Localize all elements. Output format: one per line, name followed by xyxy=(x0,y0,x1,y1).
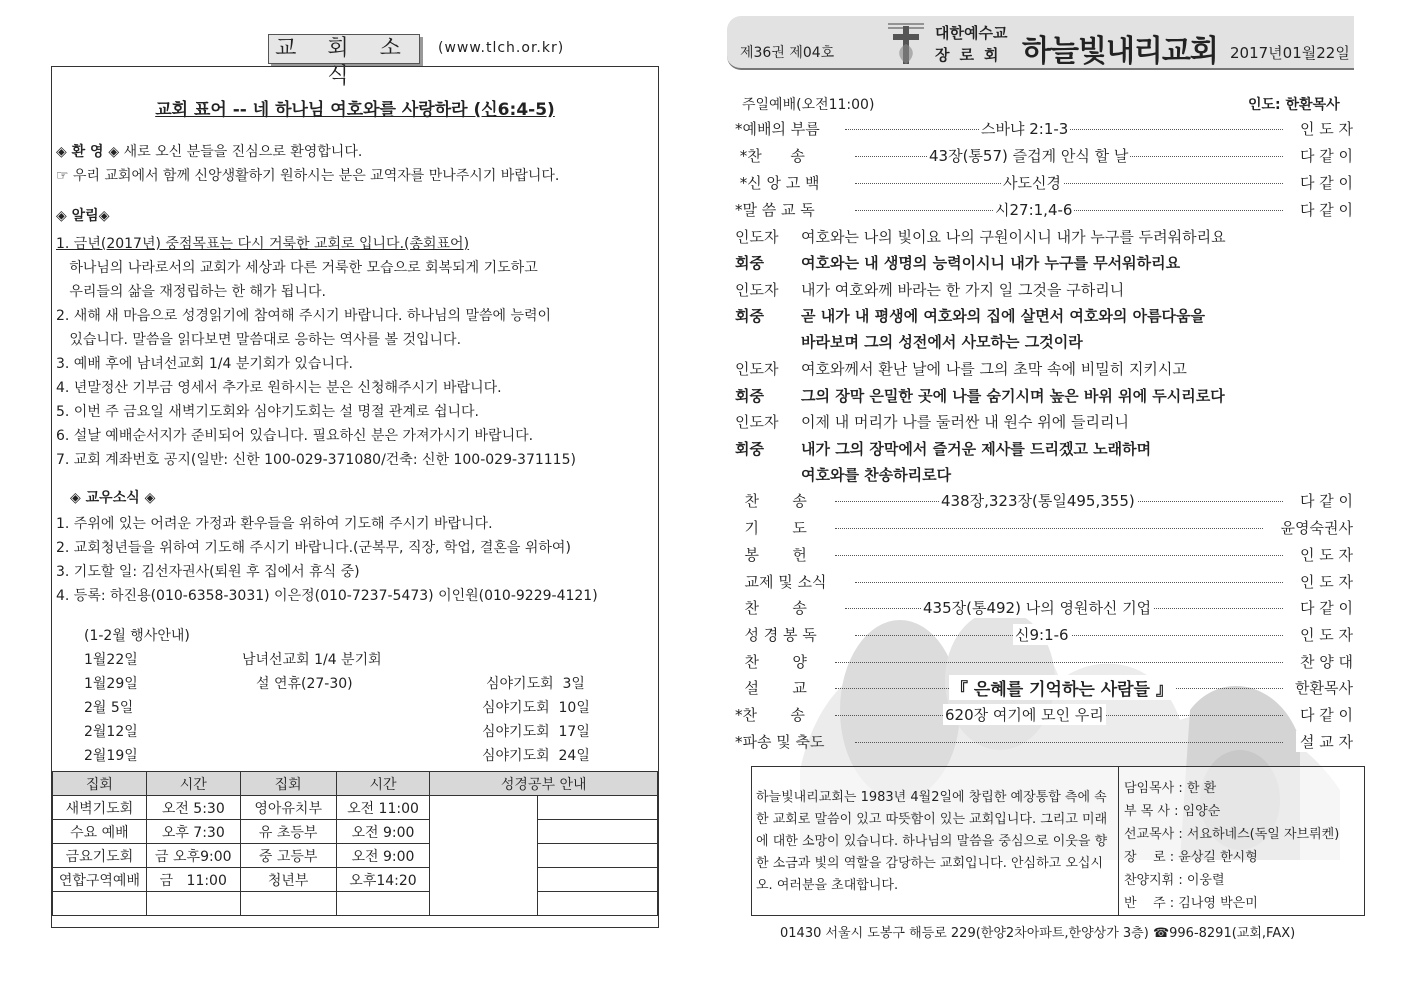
order-label: *말 씀 교 독 xyxy=(735,201,815,219)
order-leader: 설 교 자 xyxy=(1296,731,1353,752)
order-row xyxy=(735,490,1353,512)
order-leader: 다 같 이 xyxy=(1296,172,1353,193)
order-leader: 다 같 이 xyxy=(1296,704,1353,725)
table-cell: 연합구역예배 xyxy=(53,868,147,892)
reading-text: 여호와는 내 생명의 능력이시니 내가 누구를 무서워하리요 xyxy=(801,254,1181,272)
bulletin-date: 2017년01월22일 xyxy=(1230,44,1350,62)
order-label: *찬 송 xyxy=(735,706,805,724)
table-row xyxy=(53,844,658,868)
bible-study-cell xyxy=(538,820,658,844)
table-row xyxy=(53,892,658,916)
table-cell: 오후 7:30 xyxy=(146,820,240,844)
reader-role: 인도자 xyxy=(735,228,779,246)
table-header: 시간 xyxy=(336,772,430,796)
order-label: 성 경 봉 독 xyxy=(735,626,817,644)
order-label: *예배의 부름 xyxy=(735,120,820,138)
sermon-title: 『 은혜를 기억하는 사람들 』 xyxy=(949,675,1175,700)
event-date: 1월29일 xyxy=(84,676,138,692)
table-cell xyxy=(146,892,240,916)
reader-role: 회중 xyxy=(735,254,764,272)
order-row xyxy=(735,118,1353,140)
reader-role: 회중 xyxy=(735,440,764,458)
reading-line xyxy=(735,411,1129,432)
order-label: 기 도 xyxy=(735,519,807,537)
order-content: 438장,323장(통일495,355) xyxy=(941,492,1135,510)
order-leader: 한환목사 xyxy=(1291,677,1353,698)
order-label: 교제 및 소식 xyxy=(735,573,827,591)
table-row xyxy=(53,868,658,892)
welcome-line xyxy=(56,141,362,161)
service-leader: 인도: 한환목사 xyxy=(1248,97,1340,113)
table-cell: 중 고등부 xyxy=(240,844,336,868)
notice-item: 우리들의 삶을 재정립하는 한 해가 됩니다. xyxy=(56,284,326,300)
notice-item: 있습니다. 말씀을 읽다보면 말씀대로 응하는 역사를 볼 것입니다. xyxy=(56,332,462,348)
event-date: 2월19일 xyxy=(84,748,138,764)
staff-item: 부 목 사 : 임양순 xyxy=(1124,804,1221,819)
staff-item: 반 주 : 김나영 박은미 xyxy=(1124,896,1258,911)
table-cell: 오후14:20 xyxy=(336,868,430,892)
bible-study-cell xyxy=(538,796,658,820)
notice-item: 4. 년말정산 기부금 영세서 추가로 원하시는 분은 신청해주시기 바랍니다. xyxy=(56,380,502,396)
bible-study-cell xyxy=(538,844,658,868)
notice-item: 하나님의 나라로서의 교회가 세상과 다른 거룩한 모습으로 회복되게 기도하고 xyxy=(56,260,538,276)
staff-item: 찬양지휘 : 이웅렬 xyxy=(1124,873,1225,888)
table-cell: 금 11:00 xyxy=(146,868,240,892)
denomination-line1: 대한예수교 xyxy=(935,24,1008,42)
schedule-table xyxy=(52,771,658,916)
order-row xyxy=(735,517,1353,539)
welcome-text: 새로 오신 분들을 진심으로 환영합니다. xyxy=(119,144,363,160)
order-label: *신 앙 고 백 xyxy=(735,174,820,192)
order-leader: 인 도 자 xyxy=(1296,118,1353,139)
table-header: 시간 xyxy=(146,772,240,796)
order-content: 신9:1-6 xyxy=(1015,626,1069,644)
order-row xyxy=(735,544,1353,566)
notice-item: 6. 설날 예배순서지가 준비되어 있습니다. 필요하신 분은 가져가시기 바랍니다. xyxy=(56,428,534,444)
table-cell: 청년부 xyxy=(240,868,336,892)
order-leader: 다 같 이 xyxy=(1296,597,1353,618)
order-row xyxy=(735,145,1353,167)
reading-line xyxy=(735,385,1225,406)
reader-role: 회중 xyxy=(735,387,764,405)
order-leader: 인 도 자 xyxy=(1296,571,1353,592)
event-name: 설 연휴(27-30) xyxy=(256,676,353,692)
order-row xyxy=(735,199,1353,221)
staff-item: 선교목사 : 서요하네스(독일 자브뤼켄) xyxy=(1124,827,1340,842)
table-header: 성경공부 안내 xyxy=(430,772,658,796)
table-cell: 오전 9:00 xyxy=(336,820,430,844)
table-cell xyxy=(336,892,430,916)
reading-text: 내가 여호와께 바라는 한 가지 일 그것을 구하리니 xyxy=(801,281,1125,299)
notice-heading: ◈ 알림◈ xyxy=(56,208,110,224)
table-cell: 오전 5:30 xyxy=(146,796,240,820)
order-label: 봉 헌 xyxy=(735,546,807,564)
reading-text: 여호와를 찬송하리로다 xyxy=(801,466,952,484)
church-url[interactable]: (www.tlch.or.kr) xyxy=(438,40,565,56)
news-title: 교 회 소 식 xyxy=(268,34,420,64)
staff-item: 장 로 : 윤상길 한시형 xyxy=(1124,850,1258,865)
reading-text: 곧 내가 내 평생에 여호와의 집에 살면서 여호와의 아름다움을 xyxy=(801,307,1206,325)
table-row xyxy=(53,820,658,844)
table-cell: 수요 예배 xyxy=(53,820,147,844)
event-right: 심야기도회 17일 xyxy=(482,724,590,740)
order-leader: 다 같 이 xyxy=(1296,199,1353,220)
order-content: 43장(통57) 즐겁게 안식 할 날 xyxy=(929,147,1129,165)
reading-text: 그의 장막 은밀한 곳에 나를 숨기시며 높은 바위 위에 두시리로다 xyxy=(801,387,1225,405)
order-content: 스바냐 2:1-3 xyxy=(981,120,1069,138)
order-row xyxy=(735,677,1353,699)
bible-study-cell xyxy=(538,868,658,892)
table-cell: 금 오후9:00 xyxy=(146,844,240,868)
notice-item: 1. 금년(2017년) 중점목표는 다시 거룩한 교회로 입니다.(총회표어) xyxy=(56,236,470,252)
denomination-line2: 장로회 xyxy=(935,46,1009,64)
pastoral-item: 3. 기도할 일: 김선자권사(퇴원 후 집에서 휴식 중) xyxy=(56,564,360,580)
volume-number: 제36권 제04호 xyxy=(740,45,835,61)
church-introduction: 하늘빛내리교회는 1983년 4월2일에 창립한 예장통합 측에 속한 교회로 말씀이 있고 따뜻함이 있는 교회입니다. 그리고 미래에 대한 소망이 있습니다. 하나님의 말씀을 중심으로 이웃을 향한 소금과 빛의 역할을 감당하는 교회입니다. 안심하고 오십시오. 여러분을 초대합니다. xyxy=(756,790,1108,893)
church-address: 01430 서울시 도봉구 해등로 229(한양2차아파트,한양상가 3층) ☎996-8291(교회,FAX) xyxy=(780,926,1296,941)
order-label: 찬 송 xyxy=(735,599,807,617)
pastoral-item: 2. 교회청년들을 위하여 기도해 주시기 바랍니다.(군복무, 직장, 학업, 결혼을 위하여) xyxy=(56,540,571,556)
event-date: 2월 5일 xyxy=(84,700,134,716)
staff-item: 담임목사 : 한 환 xyxy=(1124,781,1217,796)
pastoral-item: 4. 등록: 하진용(010-6358-3031) 이은정(010-7237-5473) 이인원(010-9229-4121) xyxy=(56,588,598,604)
order-row xyxy=(735,571,1353,593)
table-cell: 새벽기도회 xyxy=(53,796,147,820)
order-leader: 다 같 이 xyxy=(1296,490,1353,511)
reading-line xyxy=(735,305,1205,326)
order-content: 시27:1,4-6 xyxy=(995,201,1073,219)
table-cell: 영아유치부 xyxy=(240,796,336,820)
event-date: 1월22일 xyxy=(84,652,138,668)
cross-logo-icon xyxy=(884,20,928,66)
events-heading: (1-2월 행사안내) xyxy=(84,628,190,644)
table-cell: 금요기도회 xyxy=(53,844,147,868)
reader-role: 인도자 xyxy=(735,360,779,378)
event-date: 2월12일 xyxy=(84,724,138,740)
table-cell xyxy=(53,892,147,916)
welcome-note: ☞ 우리 교회에서 함께 신앙생활하기 원하시는 분은 교역자를 만나주시기 바랍니다. xyxy=(56,168,560,184)
order-leader: 찬 양 대 xyxy=(1296,651,1353,672)
bible-study-cell xyxy=(538,892,658,916)
notice-item: 2. 새해 새 마음으로 성경읽기에 참여해 주시기 바랍니다. 하나님의 말씀에 능력이 xyxy=(56,308,552,324)
order-label: *파송 및 축도 xyxy=(735,733,825,751)
pastoral-item: 1. 주위에 있는 어려운 가정과 환우들을 위하여 기도해 주시기 바랍니다. xyxy=(56,516,493,532)
order-row xyxy=(735,624,1353,646)
table-header: 집회 xyxy=(240,772,336,796)
table-header-row xyxy=(53,772,658,796)
order-label: 설 교 xyxy=(735,679,807,697)
pastoral-heading: ◈ 교우소식 ◈ xyxy=(70,490,156,506)
table-row xyxy=(53,796,658,820)
table-cell: 오전 9:00 xyxy=(336,844,430,868)
order-row xyxy=(735,597,1353,619)
event-right: 심야기도회 24일 xyxy=(482,748,590,764)
reading-line xyxy=(735,438,1151,459)
welcome-heading: ◈ 환 영 ◈ xyxy=(56,144,120,160)
order-leader: 인 도 자 xyxy=(1296,544,1353,565)
order-label: 찬 송 xyxy=(735,492,807,510)
table-cell: 오전 11:00 xyxy=(336,796,430,820)
order-label: 찬 양 xyxy=(735,653,807,671)
order-row xyxy=(735,704,1353,726)
order-row xyxy=(735,651,1353,673)
order-content: 사도신경 xyxy=(1003,174,1061,192)
event-name: 남녀선교회 1/4 분기회 xyxy=(242,652,382,668)
divider xyxy=(1118,767,1119,915)
notice-item: 5. 이번 주 금요일 새벽기도회와 심야기도회는 설 명절 관계로 쉽니다. xyxy=(56,404,480,420)
order-leader: 윤영숙권사 xyxy=(1277,517,1353,538)
reading-text: 이제 내 머리가 나를 둘러싼 내 원수 위에 들리리니 xyxy=(801,413,1129,431)
reading-line xyxy=(735,226,1226,247)
order-row xyxy=(735,731,1353,753)
bible-study-cell xyxy=(430,796,538,916)
event-right: 심야기도회 3일 xyxy=(486,676,585,692)
reading-text: 여호와께서 환난 날에 나를 그의 초막 속에 비밀히 지키시고 xyxy=(801,360,1187,378)
order-content: 435장(통492) 나의 영원하신 기업 xyxy=(923,599,1152,617)
reading-line xyxy=(735,358,1187,379)
order-leader: 다 같 이 xyxy=(1296,145,1353,166)
reading-text: 내가 그의 장막에서 즐거운 제사를 드리겠고 노래하며 xyxy=(801,440,1152,458)
church-name: 하늘빛내리교회 xyxy=(1022,34,1218,69)
service-title: 주일예배(오전11:00) xyxy=(742,97,875,113)
reader-role: 인도자 xyxy=(735,413,779,431)
order-row xyxy=(735,172,1353,194)
reading-line xyxy=(735,279,1124,300)
order-label: *찬 송 xyxy=(735,147,805,165)
reading-text: 여호와는 나의 빛이요 나의 구원이시니 내가 누구를 두려워하리요 xyxy=(801,228,1226,246)
church-info-box xyxy=(751,766,1365,916)
reading-line xyxy=(735,464,951,485)
order-leader: 인 도 자 xyxy=(1296,624,1353,645)
church-motto: 교회 표어 -- 네 하나님 여호와를 사랑하라 (신6:4-5) xyxy=(155,100,555,120)
news-box xyxy=(51,66,659,928)
notice-item: 7. 교회 계좌번호 공지(일반: 신한 100-029-371080/건축: 신한 100-029-371115) xyxy=(56,452,576,468)
reading-line xyxy=(735,331,1083,352)
table-header: 집회 xyxy=(53,772,147,796)
reading-line xyxy=(735,252,1180,273)
order-content: 620장 여기에 모인 우리 xyxy=(945,706,1104,724)
notice-item: 3. 예배 후에 남녀선교회 1/4 분기회가 있습니다. xyxy=(56,356,353,372)
reader-role: 인도자 xyxy=(735,281,779,299)
table-cell: 유 초등부 xyxy=(240,820,336,844)
reader-role: 회중 xyxy=(735,307,764,325)
table-cell xyxy=(240,892,336,916)
event-right: 심야기도회 10일 xyxy=(482,700,590,716)
reading-text: 바라보며 그의 성전에서 사모하는 그것이라 xyxy=(801,333,1083,351)
